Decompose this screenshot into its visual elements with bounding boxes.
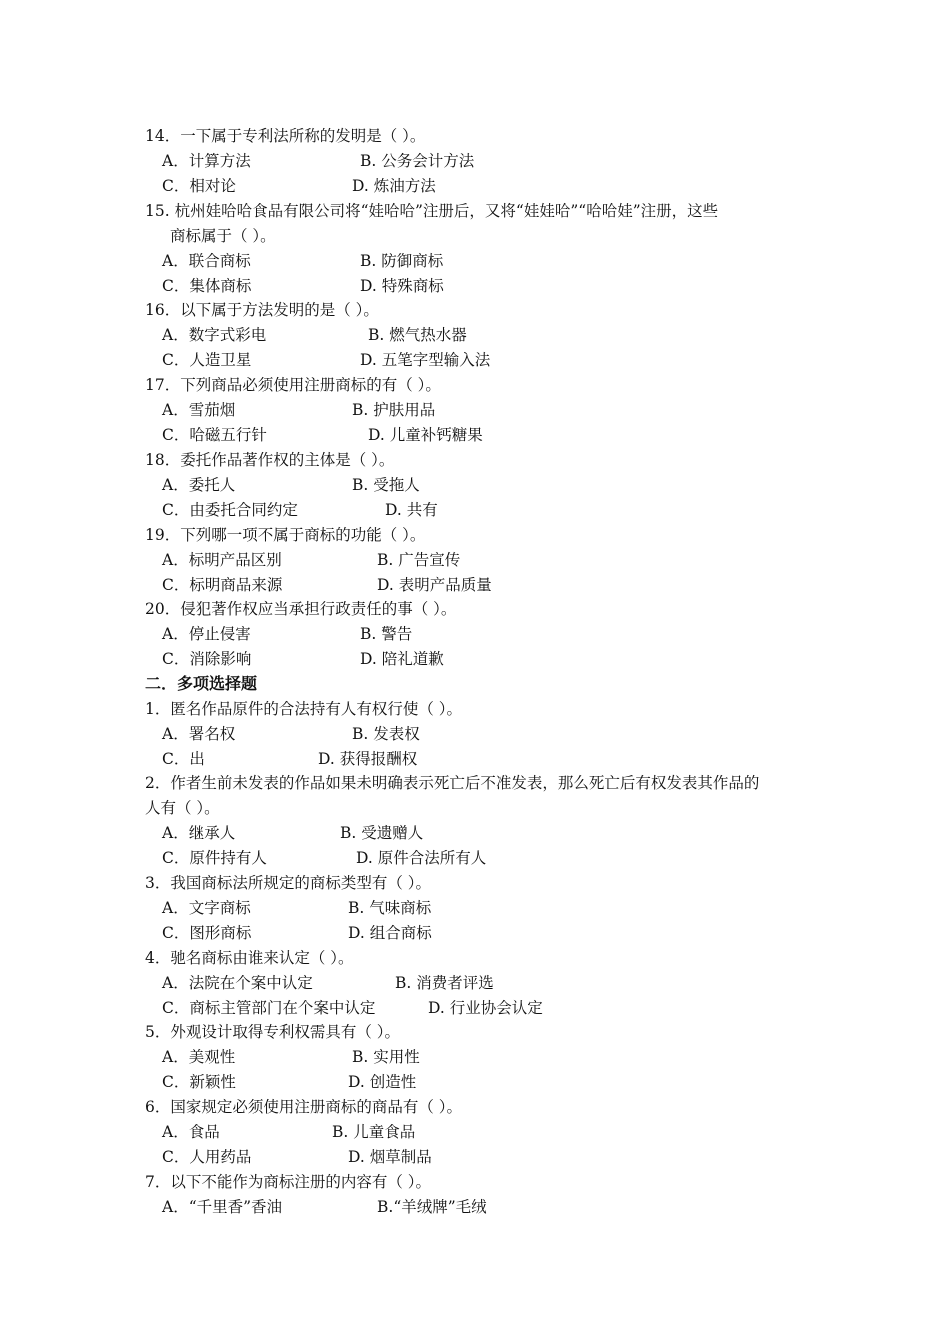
option-c: C．原件持有人 <box>162 849 267 867</box>
question-stem: 7．以下不能作为商标注册的内容有（ ）。 <box>145 1173 432 1191</box>
option-d: D. 行业协会认定 <box>428 999 543 1017</box>
option-c: C．新颖性 <box>162 1073 236 1091</box>
option-c: C．相对论 <box>162 177 236 195</box>
option-a: A．计算方法 <box>162 152 251 170</box>
option-b: B. 警告 <box>360 625 413 643</box>
option-d: D. 陪礼道歉 <box>360 650 444 668</box>
question-stem: 14．一下属于专利法所称的发明是（ ）。 <box>145 127 426 145</box>
question-stem: 3．我国商标法所规定的商标类型有（ ）。 <box>145 874 432 892</box>
option-b: B. 防御商标 <box>360 252 444 270</box>
option-c: C．消除影响 <box>162 650 252 668</box>
option-b: B. 消费者评选 <box>395 974 494 992</box>
question-stem: 4．驰名商标由谁来认定（ ）。 <box>145 949 354 967</box>
option-b: B. 受遗赠人 <box>340 824 424 842</box>
question-stem: 19．下列哪一项不属于商标的功能（ ）。 <box>145 526 426 544</box>
question-stem-continued: 商标属于（ ）。 <box>170 227 276 245</box>
option-c: C．人造卫星 <box>162 351 252 369</box>
option-c: C．哈磁五行针 <box>162 426 267 444</box>
question-stem: 16．以下属于方法发明的是（ ）。 <box>145 301 379 319</box>
option-a: A．继承人 <box>162 824 236 842</box>
option-c: C．出 <box>162 750 205 768</box>
question-stem: 20．侵犯著作权应当承担行政责任的事（ ）。 <box>145 600 457 618</box>
option-a: A．“千里香”香油 <box>162 1198 283 1216</box>
option-a: A．美观性 <box>162 1048 236 1066</box>
option-c: C．由委托合同约定 <box>162 501 298 519</box>
option-b: B. 燃气热水器 <box>368 326 467 344</box>
option-d: D. 特殊商标 <box>360 277 444 295</box>
option-d: D. 烟草制品 <box>348 1148 432 1166</box>
question-stem: 15. 杭州娃哈哈食品有限公司将“娃哈哈”注册后，又将“娃娃哈”“哈哈娃”注册，这些 <box>145 202 719 220</box>
option-a: A．法院在个案中认定 <box>162 974 313 992</box>
option-c: C．集体商标 <box>162 277 252 295</box>
option-c: C．图形商标 <box>162 924 252 942</box>
option-b: B.“羊绒牌”毛绒 <box>377 1198 487 1216</box>
question-stem: 5．外观设计取得专利权需具有（ ）。 <box>145 1023 401 1041</box>
option-a: A．联合商标 <box>162 252 251 270</box>
option-a: A．委托人 <box>162 476 236 494</box>
question-stem: 17．下列商品必须使用注册商标的有（ ）。 <box>145 376 441 394</box>
question-stem: 1．匿名作品原件的合法持有人有权行使（ ）。 <box>145 700 463 718</box>
option-b: B. 受拖人 <box>352 476 420 494</box>
option-a: A．署名权 <box>162 725 236 743</box>
option-b: B. 实用性 <box>352 1048 420 1066</box>
question-stem: 18．委托作品著作权的主体是（ ）。 <box>145 451 395 469</box>
question-stem: 2．作者生前未发表的作品如果未明确表示死亡后不准发表，那么死亡后有权发表其作品的 <box>145 774 760 792</box>
option-a: A．停止侵害 <box>162 625 251 643</box>
option-c: C．商标主管部门在个案中认定 <box>162 999 376 1017</box>
question-stem: 6．国家规定必须使用注册商标的商品有（ ）。 <box>145 1098 463 1116</box>
option-d: D. 表明产品质量 <box>377 576 492 594</box>
option-a: A．标明产品区别 <box>162 551 282 569</box>
option-b: B. 儿童食品 <box>332 1123 416 1141</box>
option-b: B. 气味商标 <box>348 899 432 917</box>
option-c: C．人用药品 <box>162 1148 252 1166</box>
option-b: B. 广告宣传 <box>377 551 461 569</box>
option-a: A．数字式彩电 <box>162 326 267 344</box>
option-d: D. 五笔字型输入法 <box>360 351 491 369</box>
option-d: D. 共有 <box>385 501 438 519</box>
option-a: A．雪茄烟 <box>162 401 236 419</box>
option-d: D. 原件合法所有人 <box>356 849 487 867</box>
option-b: B. 护肤用品 <box>352 401 436 419</box>
option-d: D. 组合商标 <box>348 924 432 942</box>
option-d: D. 创造性 <box>348 1073 417 1091</box>
option-a: A．文字商标 <box>162 899 251 917</box>
option-b: B. 发表权 <box>352 725 420 743</box>
option-d: D. 儿童补钙糖果 <box>368 426 483 444</box>
option-d: D. 炼油方法 <box>352 177 436 195</box>
question-stem-continued: 人有（ ）。 <box>145 799 220 817</box>
option-c: C．标明商品来源 <box>162 576 283 594</box>
section-heading: 二．多项选择题 <box>145 674 258 693</box>
option-d: D. 获得报酬权 <box>318 750 418 768</box>
option-b: B. 公务会计方法 <box>360 152 475 170</box>
option-a: A．食品 <box>162 1123 220 1141</box>
